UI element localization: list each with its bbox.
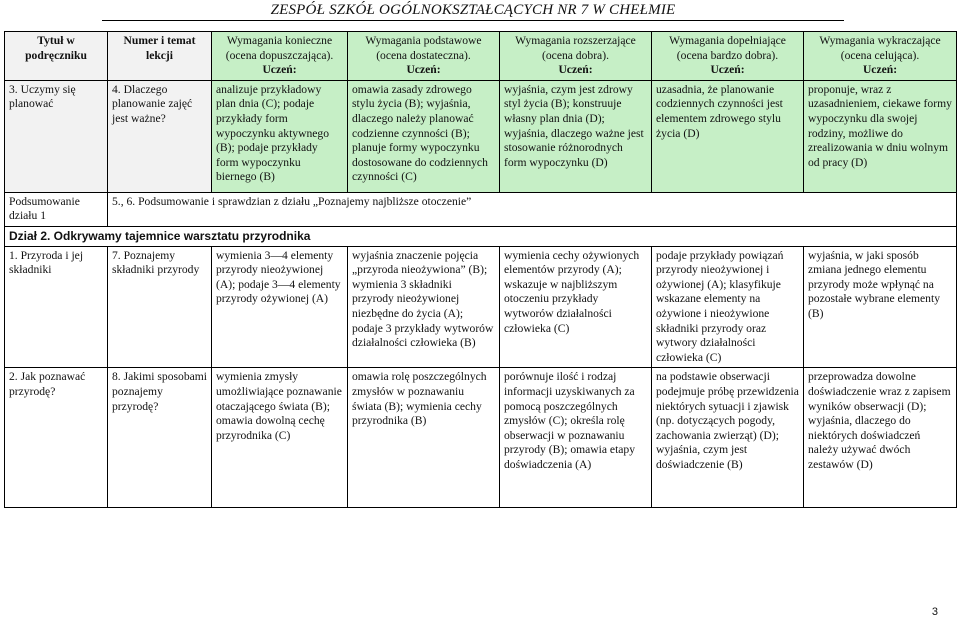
col-header-dopelniajace — [652, 32, 804, 81]
col-subtitle: (ocena bardzo dobra). — [676, 48, 779, 62]
table-header-row — [5, 32, 957, 81]
cell-konieczne: wymienia zmysły umożliwiające poznawanie otaczającego świata (B); omawia dowolną cechę przyrodnika (C) — [212, 368, 348, 508]
col-uczen: Uczeń: — [262, 63, 297, 77]
section-row — [5, 226, 957, 246]
col-uczen: Uczeń: — [406, 63, 441, 77]
col-uczen: Uczeń: — [558, 63, 593, 77]
col-title: Wymagania dopełniające — [669, 34, 786, 47]
cell-konieczne: wymienia 3—4 elementy przyrody nieożywionej (A); podaje 3—4 elementy przyrody ożywionej (A) — [212, 246, 348, 368]
cell-dopelniajace: uzasadnia, że planowanie codziennych czynności jest elementem zdrowego stylu życia (D) — [652, 80, 804, 192]
col-subtitle: (ocena celująca). — [840, 48, 920, 62]
summary-row — [5, 192, 957, 226]
cell-konieczne: analizuje przykładowy plan dnia (C); podaje przykłady form wypoczynku aktywnego (B); podaje przykłady form wypoczynku biernego (B) — [212, 80, 348, 192]
table-row — [5, 368, 957, 508]
col-subtitle: (ocena dopuszczająca). — [225, 48, 334, 62]
col-uczen: Uczeń: — [862, 63, 898, 77]
cell-wykraczajace: proponuje, wraz z uzasadnieniem, ciekawe formy wypoczynku dla swojej rodziny, możliwe do zrealizowania w dniu wolnym od pracy (D) — [804, 80, 957, 192]
col-header-tytul: Tytuł w podręczniku — [5, 32, 108, 81]
cell-tytul: 2. Jak poznawać przyrodę? — [5, 368, 108, 508]
cell-podstawowe: omawia zasady zdrowego stylu życia (B); wyjaśnia, dlaczego należy planować codzienne czynności (B); planuje formy wypoczynku dostosowane do codziennych czynności (C) — [348, 80, 500, 192]
col-header-temat: Numer i temat lekcji — [108, 32, 212, 81]
section-title: Dział 2. Odkrywamy tajemnice warsztatu przyrodnika — [5, 226, 957, 246]
cell-temat: 8. Jakimi sposobami poznajemy przyrodę? — [108, 368, 212, 508]
page-number: 3 — [931, 606, 938, 618]
cell-temat: 7. Poznajemy składniki przyrody — [108, 246, 212, 368]
col-header-rozszerzajace — [500, 32, 652, 81]
col-title: Wymagania podstawowe — [365, 34, 482, 47]
curriculum-table-wrapper — [4, 31, 956, 508]
col-title: Wymagania konieczne — [226, 34, 333, 47]
table-row — [5, 80, 957, 192]
summary-text: 5., 6. Podsumowanie i sprawdzian z działu „Poznajemy najbliższe otoczenie” — [108, 192, 957, 226]
cell-temat: 4. Dlaczego planowanie zajęć jest ważne? — [108, 80, 212, 192]
cell-rozszerzajace: wymienia cechy ożywionych elementów przyrody (A); wskazuje w najbliższym otoczeniu przykłady wytworów działalności człowieka (C) — [500, 246, 652, 368]
col-header-wykraczajace — [804, 32, 957, 81]
curriculum-table — [4, 31, 957, 508]
col-subtitle: (ocena dostateczna). — [376, 48, 471, 62]
cell-rozszerzajace: porównuje ilość i rodzaj informacji uzyskiwanych za pomocą poszczególnych zmysłów (C); określa rolę obserwacji w poznawaniu przyrody (B); omawia etapy doświadczenia (A) — [500, 368, 652, 508]
col-uczen: Uczeń: — [710, 63, 745, 77]
table-row — [5, 246, 957, 368]
cell-tytul: 3. Uczymy się planować — [5, 80, 108, 192]
col-subtitle: (ocena dobra). — [542, 48, 609, 62]
cell-podstawowe: wyjaśnia znaczenie pojęcia „przyroda nieożywiona” (B); wymienia 3 składniki przyrody nieożywionej niezbędne do życia (A); podaje 3 przykłady wytworów działalności człowieka (B) — [348, 246, 500, 368]
cell-wykraczajace: wyjaśnia, w jaki sposób zmiana jednego elementu przyrody może wpłynąć na pozostałe wybrane elementy (B) — [804, 246, 957, 368]
summary-label: Podsumowanie działu 1 — [5, 192, 108, 226]
col-title: Wymagania rozszerzające — [515, 34, 636, 47]
cell-podstawowe: omawia rolę poszczególnych zmysłów w poznawaniu świata (B); wymienia cechy przyrodnika (B) — [348, 368, 500, 508]
cell-dopelniajace: podaje przykłady powiązań przyrody nieożywionej i ożywionej (A); klasyfikuje wskazane elementy na ożywione i nieożywione składniki przyrody oraz wytwory działalności człowieka (C) — [652, 246, 804, 368]
col-title: Wymagania wykraczające — [819, 34, 941, 47]
col-header-konieczne — [212, 32, 348, 81]
cell-rozszerzajace: wyjaśnia, czym jest zdrowy styl życia (B); konstruuje własny plan dnia (D); wyjaśnia, dlaczego ważne jest stosowanie różnorodnych form wypoczynku (D) — [500, 80, 652, 192]
page-header: ZESPÓŁ SZKÓŁ OGÓLNOKSZTAŁCĄCYCH NR 7 W CHEŁMIE — [102, 2, 844, 21]
cell-tytul: 1. Przyroda i jej składniki — [5, 246, 108, 368]
cell-dopelniajace: na podstawie obserwacji podejmuje próbę przewidzenia niektórych sytuacji i zjawisk (np. dotyczących pogody, zachowania zwierząt) (D); wyjaśnia, czym jest doświadczenie (B) — [652, 368, 804, 508]
cell-wykraczajace: przeprowadza dowolne doświadczenie wraz z zapisem wyników obserwacji (D); wyjaśnia, dlaczego do niektórych doświadczeń należy używać dwóch zestawów (D) — [804, 368, 957, 508]
col-header-podstawowe — [348, 32, 500, 81]
